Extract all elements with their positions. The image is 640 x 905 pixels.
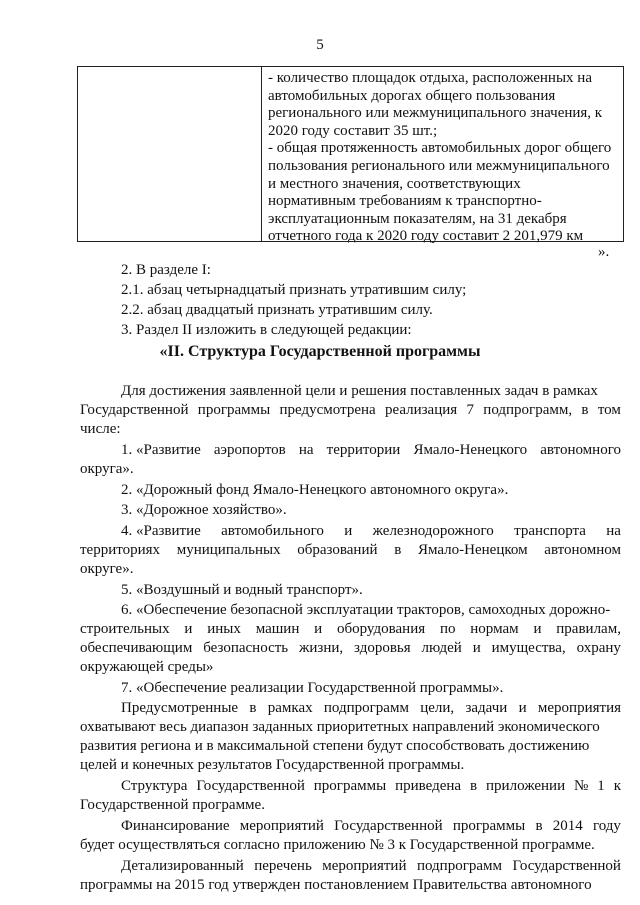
intro-line-2: Государственной программы предусмотрена реализация 7 подпрограмм, в том bbox=[80, 402, 621, 418]
program-3: 3. «Дорожное хозяйство». bbox=[121, 502, 287, 518]
program-6-line-2: строительных и иных машин и оборудования по нормам и правилам, bbox=[80, 621, 621, 637]
program-5: 5. «Воздушный и водный транспорт». bbox=[121, 582, 363, 598]
item-2-2: 2.2. абзац двадцатый признать утратившим силу. bbox=[121, 302, 433, 318]
page-number: 5 bbox=[316, 37, 324, 53]
program-2: 2. «Дорожный фонд Ямало-Ненецкого автономного округа». bbox=[121, 482, 509, 498]
para-2-line-1: Структура Государственной программы приведена в приложении № 1 к bbox=[121, 778, 621, 794]
program-4-line-1: 4. «Развитие автомобильного и железнодорожного транспорта на bbox=[121, 523, 621, 539]
item-2-1: 2.1. абзац четырнадцатый признать утратившим силу; bbox=[121, 282, 467, 298]
table-cell-line: - общая протяженность автомобильных дорог общего bbox=[268, 140, 612, 157]
table-cell-line: автомобильных дорогах общего пользования bbox=[268, 87, 556, 104]
program-4-line-3: округе». bbox=[80, 561, 134, 577]
para-2-line-2: Государственной программе. bbox=[80, 797, 265, 813]
para-1-line-4: целей и конечных результатов Государственной программы. bbox=[80, 757, 465, 773]
para-1-line-2: охватывают весь диапазон заданных приоритетных направлений экономического bbox=[80, 719, 600, 735]
program-6-line-1: 6. «Обеспечение безопасной эксплуатации тракторов, самоходных дорожно- bbox=[121, 602, 611, 618]
program-6-line-4: окружающей среды» bbox=[80, 659, 214, 675]
para-4-line-2: программы на 2015 год утвержден постановлением Правительства автономного bbox=[80, 877, 592, 893]
program-6-line-3: обеспечивающим безопасность жизни, здоровья людей и имущества, охрану bbox=[80, 640, 621, 656]
para-1-line-1: Предусмотренные в рамках подпрограмм цели, задачи и мероприятия bbox=[121, 700, 621, 716]
para-3-line-1: Финансирование мероприятий Государственной программы в 2014 году bbox=[121, 818, 621, 834]
para-4-line-1: Детализированный перечень мероприятий подпрограмм Государственной bbox=[121, 858, 621, 874]
table-right-cell bbox=[268, 70, 619, 246]
table-closing-quote: ». bbox=[598, 244, 610, 260]
section-heading: «II. Структура Государственной программы bbox=[159, 343, 481, 360]
table-column-divider bbox=[261, 67, 262, 241]
para-1-line-3: развития региона и в максимальной степени будут способствовать достижению bbox=[80, 738, 590, 754]
para-3-line-2: будет осуществляться согласно приложению № 3 к Государственной программе. bbox=[80, 837, 595, 853]
table-cell-line: отчетного года к 2020 году составит 2 201,979 км bbox=[268, 228, 584, 245]
intro-line-3: числе: bbox=[80, 421, 121, 437]
program-1-line-2: округа». bbox=[80, 461, 134, 477]
table-cell-line: эксплуатационным показателям, на 31 декабря bbox=[268, 210, 567, 227]
table-cell-line: пользования регионального или межмуниципального bbox=[268, 157, 610, 174]
program-1-line-1: 1. «Развитие аэропортов на территории Ямало-Ненецкого автономного bbox=[121, 442, 621, 458]
program-4-line-2: территориях муниципальных образований в Ямало-Ненецком автономном bbox=[80, 542, 621, 558]
table-cell-line: 2020 году составит 35 шт.; bbox=[268, 122, 438, 139]
item-3: 3. Раздел II изложить в следующей редакции: bbox=[121, 322, 412, 338]
item-2: 2. В разделе I: bbox=[121, 262, 211, 278]
intro-line-1: Для достижения заявленной цели и решения поставленных задач в рамках bbox=[121, 383, 598, 399]
table-cell-line: регионального или межмуниципального значения, к bbox=[268, 105, 603, 122]
table-cell-line: нормативным требованиям к транспортно- bbox=[268, 193, 542, 210]
continuation-table bbox=[77, 66, 624, 245]
table-cell-line: и местного значения, соответствующих bbox=[268, 175, 521, 192]
table-cell-line: - количество площадок отдыха, расположенных на bbox=[268, 70, 592, 86]
program-7: 7. «Обеспечение реализации Государственной программы». bbox=[121, 680, 504, 696]
